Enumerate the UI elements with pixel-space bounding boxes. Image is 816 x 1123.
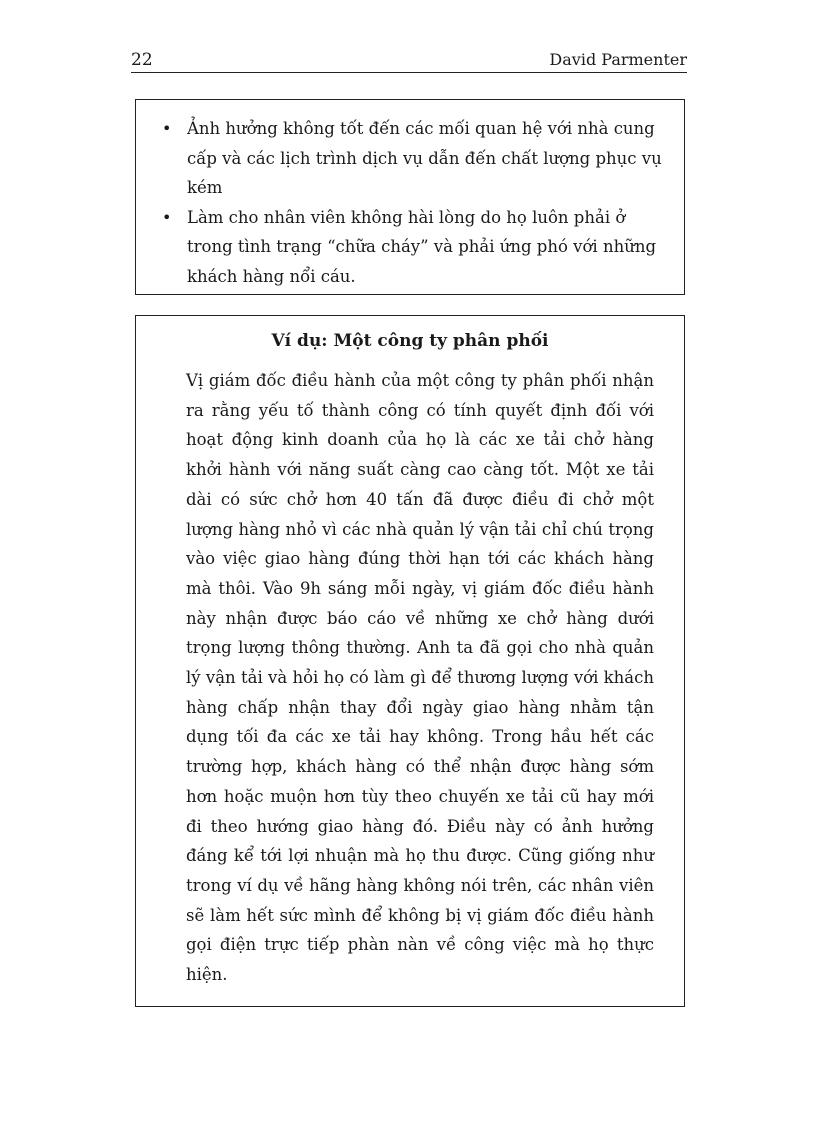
example-box — [135, 315, 685, 1007]
bullet-box — [135, 99, 685, 295]
page-header — [131, 48, 687, 73]
running-head-author: David Parmenter — [549, 50, 687, 69]
example-body: Vị giám đốc điều hành của một công ty phân phối nhận ra rằng yếu tố thành công có tính quyết định đối với hoạt động kinh doanh của họ là các xe tải chở hàng khởi hành với năng suất càng cao càng tốt. Một xe tải dài có sức chở hơn 40 tấn đã được điều đi chở một lượng hàng nhỏ vì các nhà quản lý vận tải chỉ chú trọng vào việc giao hàng đúng thời hạn tới các khách hàng mà thôi. Vào 9h sáng mỗi ngày, vị giám đốc điều hành này nhận được báo cáo về những xe chở hàng dưới trọng lượng thông thường. Anh ta đã gọi cho nhà quản lý vận tải và hỏi họ có làm gì để thương lượng với khách hàng chấp nhận thay đổi ngày giao hàng nhằm tận dụng tối đa các xe tải hay không. Trong hầu hết các trường hợp, khách hàng có thể nhận được hàng sớm hơn hoặc muộn hơn tùy theo chuyến xe tải cũ hay mới đi theo hướng giao hàng đó. Điều này có ảnh hưởng đáng kể tới lợi nhuận mà họ thu được. Cũng giống như trong ví dụ về hãng hàng không nói trên, các nhân viên sẽ làm hết sức mình để không bị vị giám đốc điều hành gọi điện trực tiếp phàn nàn về công việc mà họ thực hiện. — [186, 371, 654, 985]
bullet-text: Ảnh hưởng không tốt đến các mối quan hệ với nhà cung cấp và các lịch trình dịch vụ dẫn đến chất lượng phục vụ kém — [187, 119, 662, 197]
bullet-item — [160, 203, 666, 292]
bullet-item — [160, 114, 666, 203]
bullet-text: Làm cho nhân viên không hài lòng do họ luôn phải ở trong tình trạng “chữa cháy” và phải ứng phó với những khách hàng nổi cáu. — [187, 207, 657, 286]
bullet-icon: • — [162, 119, 172, 138]
page-number: 22 — [131, 50, 153, 70]
bullet-list — [136, 100, 684, 291]
bullet-icon: • — [162, 207, 172, 227]
example-title: Ví dụ: Một công ty phân phối — [271, 331, 549, 351]
